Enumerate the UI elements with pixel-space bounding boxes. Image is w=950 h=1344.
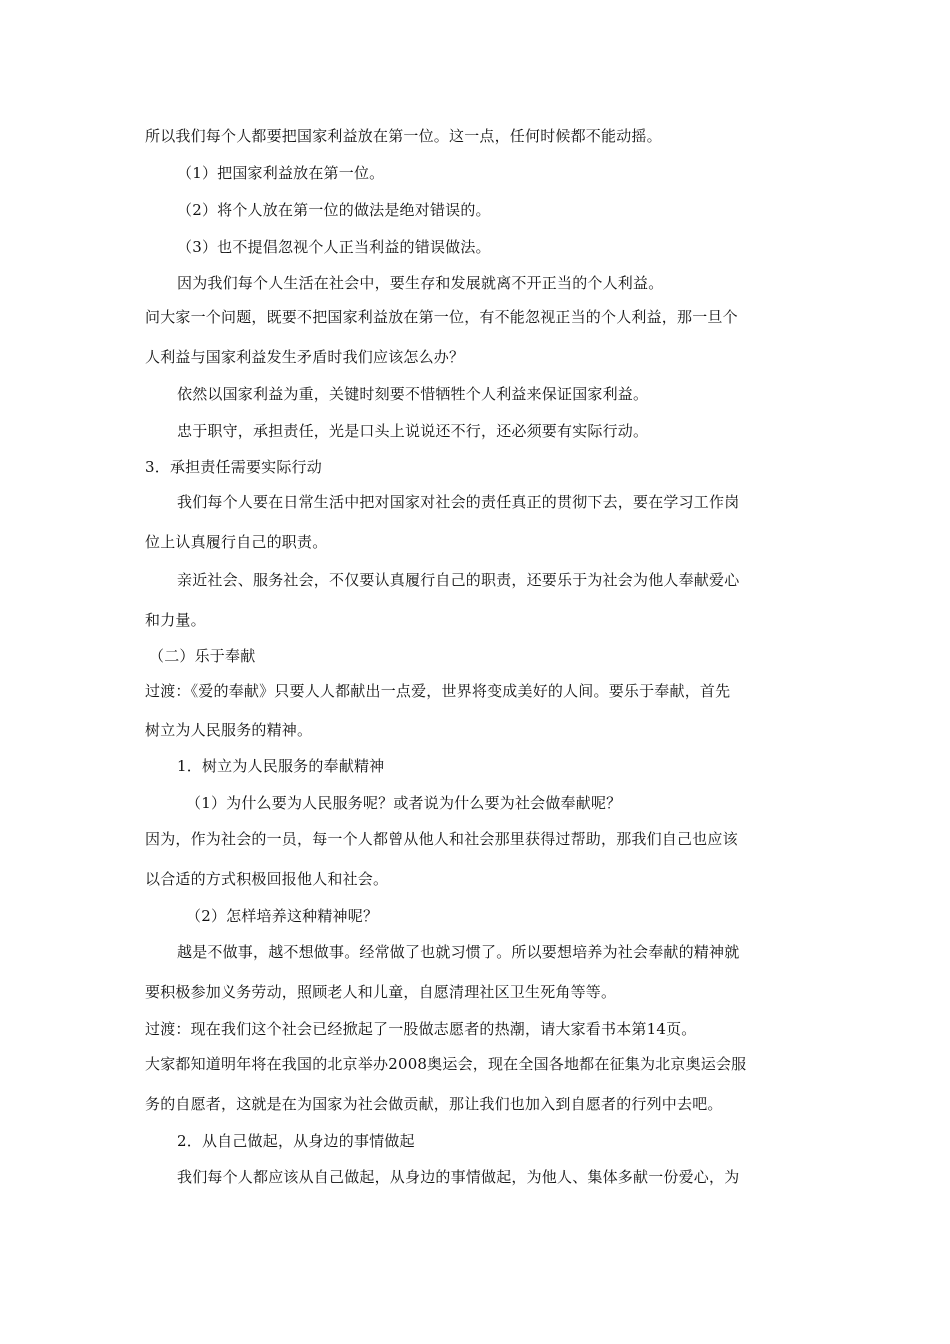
question-line: （2）怎样培养这种精神呢？ [186,907,379,925]
paragraph-line: 要积极参加义务劳动，照顾老人和儿童，自愿清理社区卫生死角等等。 [145,983,617,1001]
paragraph-line: 位上认真履行自己的职责。 [145,533,328,551]
list-item-line: （1）把国家利益放在第一位。 [177,164,385,182]
paragraph-line: 过渡：现在我们这个社会已经掀起了一股做志愿者的热潮，请大家看书本第14页。 [145,1020,697,1038]
paragraph-line: 过渡：《爱的奉献》只要人人都献出一点爱，世界将变成美好的人间。要乐于奉献，首先 [145,682,731,700]
section-heading: 3．承担责任需要实际行动 [145,458,322,476]
paragraph-line: 越是不做事，越不想做事。经常做了也就习惯了。所以要想培养为社会奉献的精神就 [177,943,740,961]
paragraph-line: 和力量。 [145,611,206,629]
paragraph-line: 大家都知道明年将在我国的北京举办2008奥运会，现在全国各地都在征集为北京奥运会服 [145,1055,747,1073]
paragraph-line: 人利益与国家利益发生矛盾时我们应该怎么办？ [145,348,465,366]
paragraph-line: 依然以国家利益为重，关键时刻要不惜牺牲个人利益来保证国家利益。 [177,385,649,403]
paragraph-line: 我们每个人要在日常生活中把对国家对社会的责任真正的贯彻下去，要在学习工作岗 [177,493,740,511]
paragraph-line: 务的自愿者，这就是在为国家为社会做贡献，那让我们也加入到自愿者的行列中去吧。 [145,1095,723,1113]
paragraph-line: 忠于职守，承担责任，光是口头上说说还不行，还必须要有实际行动。 [177,422,649,440]
paragraph-line: 问大家一个问题，既要不把国家利益放在第一位，有不能忽视正当的个人利益，那一旦个 [145,308,738,326]
subsection-heading: 2．从自己做起，从身边的事情做起 [177,1132,415,1150]
list-item-line: （3）也不提倡忽视个人正当利益的错误做法。 [177,238,491,256]
paragraph-line: 所以我们每个人都要把国家利益放在第一位。这一点，任何时候都不能动摇。 [145,127,662,145]
paragraph-line: 树立为人民服务的精神。 [145,721,313,739]
paragraph-line: 亲近社会、服务社会，不仅要认真履行自己的职责，还要乐于为社会为他人奉献爱心 [177,571,740,589]
paragraph-line: 我们每个人都应该从自己做起，从身边的事情做起，为他人、集体多献一份爱心，为 [177,1168,740,1186]
paragraph-line: 因为我们每个人生活在社会中，要生存和发展就离不开正当的个人利益。 [177,274,664,292]
section-heading: （二）乐于奉献 [149,647,256,665]
question-line: （1）为什么要为人民服务呢？或者说为什么要为社会做奉献呢？ [186,794,622,812]
paragraph-line: 以合适的方式积极回报他人和社会。 [145,870,389,888]
subsection-heading: 1．树立为人民服务的奉献精神 [177,757,385,775]
paragraph-line: 因为，作为社会的一员，每一个人都曾从他人和社会那里获得过帮助，那我们自己也应该 [145,830,738,848]
list-item-line: （2）将个人放在第一位的做法是绝对错误的。 [177,201,491,219]
